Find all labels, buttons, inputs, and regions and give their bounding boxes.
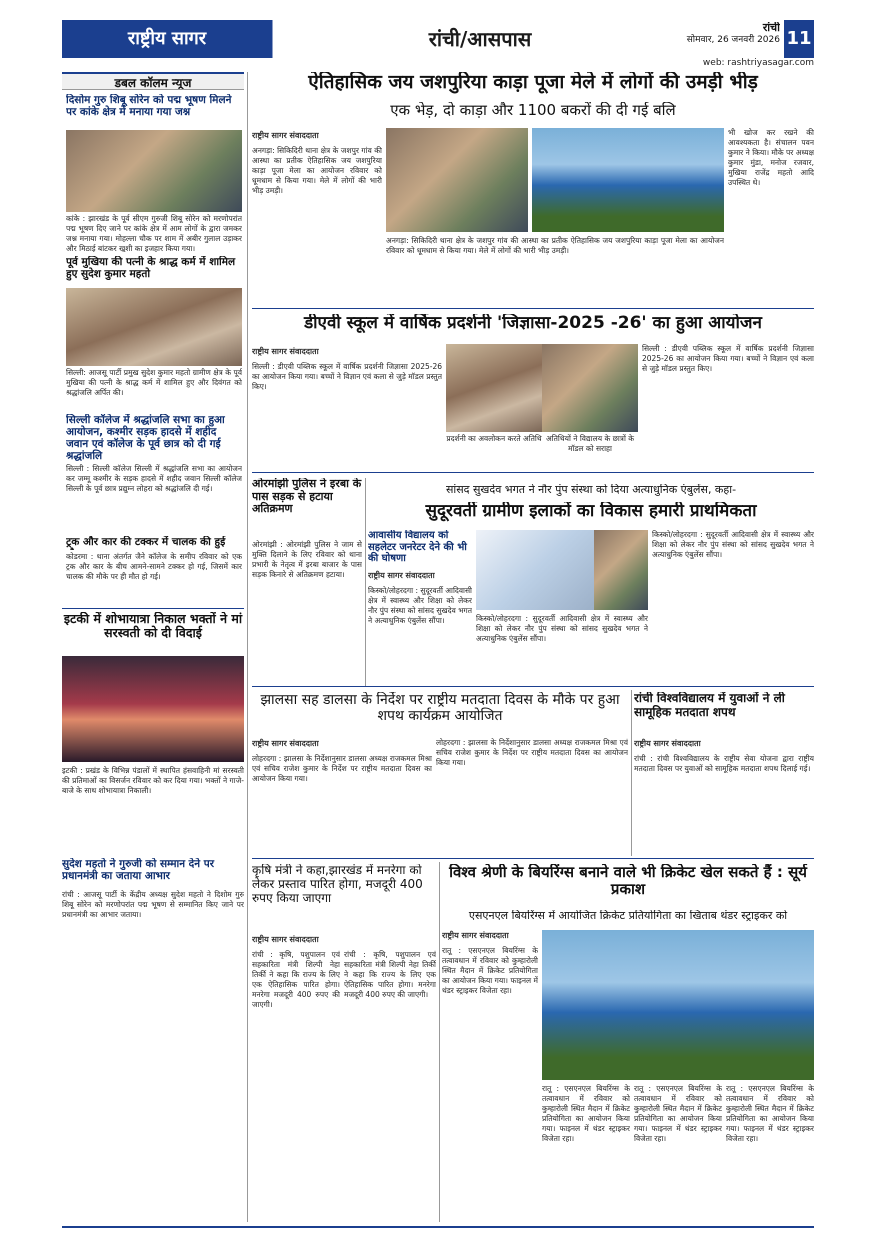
ormanjhi-text: ओरमांझी : ओरमांझी पुलिस ने जाम से मुक्ति दिलाने के लिए रविवार को थाना प्रभारी के नेतृत्व में इरबा बाजार के पास सड़क किनारे से अतिक्रमण हटाया। (252, 540, 362, 579)
story-title: ट्रक और कार की टक्कर में चालक की हुई (66, 536, 226, 548)
mnrega-text: रांची : कृषि, पशुपालन एवं सहकारिता मंत्री शिल्पी नेहा तिर्की ने कहा कि राज्य के लिए एक ऐतिहासिक पारित होगा। मनरेगा मजदूरी 400 रुपए की जाएगी। (252, 950, 340, 1009)
lead-text: अनगड़ा: सिकिदिरी थाना क्षेत्र के जशपुर गांव की आस्था का प्रतीक ऐतिहासिक जय जशपुरिया काड़ा पूजा मेला का आयोजन रविवार को धूमधाम से किया गया। मेले में लोगों की भारी भीड़ उमड़ी। (252, 146, 382, 195)
cricket-subhead: एसएनएल बियरिंग्स में आयोजित क्रिकेट प्रतियोगिता का खिताब थंडर स्ट्राइकर को (468, 910, 788, 922)
ambulance-text: किस्को/लोहरदगा : सुदूरवर्ती आदिवासी क्षेत्र में स्वास्थ्य और शिक्षा को लेकर नौर पुंप संस्था को सांसद सुखदेव भगत ने अत्याधुनिक एंबुलेंस सौंपा। (368, 586, 472, 625)
photo (66, 130, 242, 212)
lead-text-side: भी खोज कर रखने की आवश्यकता है। संचालन पवन कुमार ने किया। मौके पर अध्यक्ष कुमार मुंडा, मनोज रजवार, मुखिया राजेंद्र महतो आदि उपस्थित थे। (728, 128, 814, 187)
mnrega-text-continued: रांची : कृषि, पशुपालन एवं सहकारिता मंत्री शिल्पी नेहा तिर्की ने कहा कि राज्य के लिए एक ऐतिहासिक पारित होगा। मनरेगा मजदूरी 400 रुपए की जाएगी। (344, 950, 436, 999)
website: web: rashtriyasagar.com (702, 58, 814, 68)
footer-rule (62, 1226, 814, 1228)
divider (252, 472, 814, 473)
photo (594, 530, 648, 610)
byline: राष्ट्रीय सागर संवाददाता (368, 571, 435, 580)
byline: राष्ट्रीय सागर संवाददाता (442, 931, 509, 940)
divider (252, 686, 814, 687)
column-divider (631, 690, 632, 856)
photo (66, 288, 242, 366)
byline: राष्ट्रीय सागर संवाददाता (252, 935, 319, 944)
byline: राष्ट्रीय सागर संवाददाता (634, 739, 701, 748)
photo (476, 530, 594, 610)
dav-headline: डीएवी स्कूल में वार्षिक प्रदर्शनी 'जिज्ञासा-2025 -26' का हुआ आयोजन (304, 314, 762, 333)
section-title: रांची/आसपास (428, 27, 532, 51)
story-text: रांची : आजसू पार्टी के केंद्रीय अध्यक्ष सुदेश महतो ने दिशोम गुरु शिबू सोरेन को मरणोपरांत पद्म भूषण से सम्मानित किए जाने पर प्रधानमंत्री का आभार जताया। (62, 890, 244, 919)
photo (542, 344, 638, 432)
masthead-date (640, 22, 780, 56)
column-divider (439, 862, 440, 1222)
column-divider (365, 478, 366, 686)
cricket-text-continued: रातू : एसएनएल बियरिंग्स के तत्वावधान में रविवार को कुम्हारोली स्थित मैदान में क्रिकेट प्रतियोगिता का आयोजन किया गया। फाइनल में थंडर स्ट्राइकर विजेता रहा। (634, 1084, 722, 1143)
photo (62, 656, 244, 762)
photo-caption: अतिथियों ने विद्यालय के छात्रों के मॉडल को सराहा (545, 434, 635, 453)
city: रांची (762, 22, 780, 34)
univ-headline: रांची विश्वविद्यालय में युवाओं ने ली सामूहिक मतदाता शपथ (634, 692, 785, 719)
univ-text: रांची : रांची विश्वविद्यालय के राष्ट्रीय सेवा योजना द्वारा राष्ट्रीय मतदाता दिवस पर युवाओं को सामूहिक मतदाता शपथ दिलाई गई। (634, 754, 814, 773)
story-text: सिल्ली: आजसू पार्टी प्रमुख सुदेश कुमार महतो ग्रामीण क्षेत्र के पूर्व मुखिया की पत्नी के श्राद्ध कर्म में शामिल हुए और दिवंगत को श्रद्धांजलि अर्पित की। (66, 368, 242, 397)
story-text: कोडरमा : थाना अंतर्गत जैने कॉलेज के समीप रविवार को एक ट्रक और कार के बीच आमने-सामने टक्कर हो गई, जिसमें कार चालक की मौके पर ही मौत हो गई। (66, 552, 242, 581)
divider (62, 608, 244, 609)
lead-text-continued: अनगड़ा: सिकिदिरी थाना क्षेत्र के जशपुर गांव की आस्था का प्रतीक ऐतिहासिक जय जशपुरिया काड़ा पूजा मेला का आयोजन रविवार को धूमधाम से किया गया। मेले में लोगों की भारी भीड़ उमड़ी। (386, 236, 724, 255)
ambulance-subhead: आवासीय विद्यालय को सहलेटर जनरेटर देने की भी की घोषणा (368, 530, 467, 564)
story-text: कांके : झारखंड के पूर्व सीएम गुरुजी शिबू सोरेन को मरणोपरांत पद्म भूषण दिए जाने पर कांके क्षेत्र में आम लोगों के द्वारा जमकर जश्न मनाया गया। मोहल्ला चौक पर शाम में अबीर गुलाल उड़ाकर और मिठाई बांटकर खुशी का इजहार किया गया। (66, 214, 242, 252)
cricket-headline: विश्व श्रेणी के बियरिंग्स बनाने वाले भी क्रिकेट खेल सकते हैं : सूर्य प्रकाश (449, 864, 807, 899)
mnrega-headline: कृषि मंत्री ने कहा,झारखंड में मनरेगा को लेकर प्रस्ताव पारित होगा, मजदूरी 400 रुपए किया जाएगा (252, 864, 423, 905)
lead-subheadline: एक भेड़, दो काड़ा और 1100 बकरों की दी गई बलि (390, 102, 676, 119)
cricket-text: रातू : एसएनएल बियरिंग्स के तत्वावधान में रविवार को कुम्हारोली स्थित मैदान में क्रिकेट प्रतियोगिता का आयोजन किया गया। फाइनल में थंडर स्ट्राइकर विजेता रहा। (442, 946, 538, 995)
divider (252, 308, 814, 309)
byline: राष्ट्रीय सागर संवाददाता (252, 739, 319, 748)
ambulance-kicker: सांसद सुखदेव भगत ने नौर पुंप संस्था को दिया अत्याधुनिक एंबुलेंस, कहा- (445, 484, 737, 496)
dav-text-continued: सिल्ली : डीएवी पब्लिक स्कूल में वार्षिक प्रदर्शनी जिज्ञासा 2025-26 का आयोजन किया गया। बच्चों ने विज्ञान एवं कला से जुड़े मॉडल प्रस्तुत किए। (642, 344, 814, 373)
cricket-text-continued: रातू : एसएनएल बियरिंग्स के तत्वावधान में रविवार को कुम्हारोली स्थित मैदान में क्रिकेट प्रतियोगिता का आयोजन किया गया। फाइनल में थंडर स्ट्राइकर विजेता रहा। (542, 1084, 630, 1143)
lead-headline: ऐतिहासिक जय जशपुरिया काड़ा पूजा मेले में लोगों की उमड़ी भीड़ (308, 72, 758, 93)
photo-caption: प्रदर्शनी का अवलोकन करते अतिथि (446, 434, 542, 443)
divider (252, 858, 814, 859)
story-title: सुदेश महतो ने गुरुजी को सम्मान देने पर प्रधानमंत्री का जताया आभार (62, 858, 214, 883)
column-divider (247, 72, 248, 1222)
ambulance-text-side: किस्को/लोहरदगा : सुदूरवर्ती आदिवासी क्षेत्र में स्वास्थ्य और शिक्षा को लेकर नौर पुंप संस्था को सांसद सुखदेव भगत ने अत्याधुनिक एंबुलेंस सौंपा। (652, 530, 814, 559)
ormanjhi-headline: ओरमांझी पुलिस ने इरबा के पास सड़क से हटाया अतिक्रमण (252, 478, 362, 516)
ambulance-headline: सुदूरवर्ती ग्रामीण इलाकों का विकास हमारी प्राथमिकता (425, 502, 757, 521)
date: सोमवार, 26 जनवरी 2026 (686, 35, 780, 45)
photo (446, 344, 542, 432)
photo (542, 930, 814, 1080)
photo (532, 128, 724, 232)
photo (386, 128, 528, 232)
story-title: इटकी में शोभायात्रा निकाल भक्तों ने मां सरस्वती को दी विदाई (63, 612, 243, 641)
ambulance-text-continued: किस्को/लोहरदगा : सुदूरवर्ती आदिवासी क्षेत्र में स्वास्थ्य और शिक्षा को लेकर नौर पुंप संस्था को सांसद सुखदेव भगत ने अत्याधुनिक एंबुलेंस सौंपा। (476, 614, 648, 643)
oath-text: लोहरदगा : झालसा के निर्देशानुसार डालसा अध्यक्ष राजकमल मिश्रा एवं सचिव राजेश कुमार के निर्देश पर राष्ट्रीय मतदाता दिवस का आयोजन किया गया। (252, 754, 432, 783)
oath-text-continued: लोहरदगा : झालसा के निर्देशानुसार डालसा अध्यक्ष राजकमल मिश्रा एवं सचिव राजेश कुमार के निर्देश पर राष्ट्रीय मतदाता दिवस का आयोजन किया गया। (436, 738, 628, 767)
dav-text: सिल्ली : डीएवी पब्लिक स्कूल में वार्षिक प्रदर्शनी जिज्ञासा 2025-26 का आयोजन किया गया। बच्चों ने विज्ञान एवं कला से जुड़े मॉडल प्रस्तुत किए। (252, 362, 442, 391)
byline: राष्ट्रीय सागर संवाददाता (252, 131, 319, 140)
cricket-text-continued: रातू : एसएनएल बियरिंग्स के तत्वावधान में रविवार को कुम्हारोली स्थित मैदान में क्रिकेट प्रतियोगिता का आयोजन किया गया। फाइनल में थंडर स्ट्राइकर विजेता रहा। (726, 1084, 814, 1143)
byline: राष्ट्रीय सागर संवाददाता (252, 347, 319, 356)
story-text: इटकी : प्रखंड के विभिन्न पंडालों में स्थापित हंसवाहिनी मां सरस्वती की प्रतिमाओं का विसर्जन रविवार को कर दिया गया। भक्तों ने गाजे-बाजे के साथ शोभायात्रा निकाली। (62, 766, 244, 795)
story-text: सिल्ली : सिल्ली कॉलेज सिल्ली में श्रद्धांजलि सभा का आयोजन कर जम्मू कश्मीर के सड़क हादसे में शहीद जवान सिल्ली कॉलेज सिल्ली के पूर्व छात्र प्रद्युम्न लोहरा को श्रद्धांजलि दी गई। (66, 464, 242, 493)
story-title: सिल्ली कॉलेज में श्रद्धांजलि सभा का हुआ आयोजन, कश्मीर सड़क हादसे में शहीद जवान एवं कॉलेज के पूर्व छात्र को दी गई श्रद्धांजलि (66, 414, 225, 462)
story-title: दिसोम गुरु शिबू सोरेन को पद्म भूषण मिलने पर कांके क्षेत्र में मनाया गया जश्न (66, 94, 232, 119)
double-column-header: डबल कॉलम न्यूज (62, 72, 244, 90)
page-number: 11 (784, 20, 814, 58)
story-title: पूर्व मुखिया की पत्नी के श्राद्ध कर्म में शामिल हुए सुदेश कुमार महतो (66, 256, 236, 281)
newspaper-logo: राष्ट्रीय सागर (127, 28, 207, 49)
oath-headline: झालसा सह डालसा के निर्देश पर राष्ट्रीय मतदाता दिवस के मौके पर हुआ शपथ कार्यक्रम आयोजित (260, 692, 620, 725)
